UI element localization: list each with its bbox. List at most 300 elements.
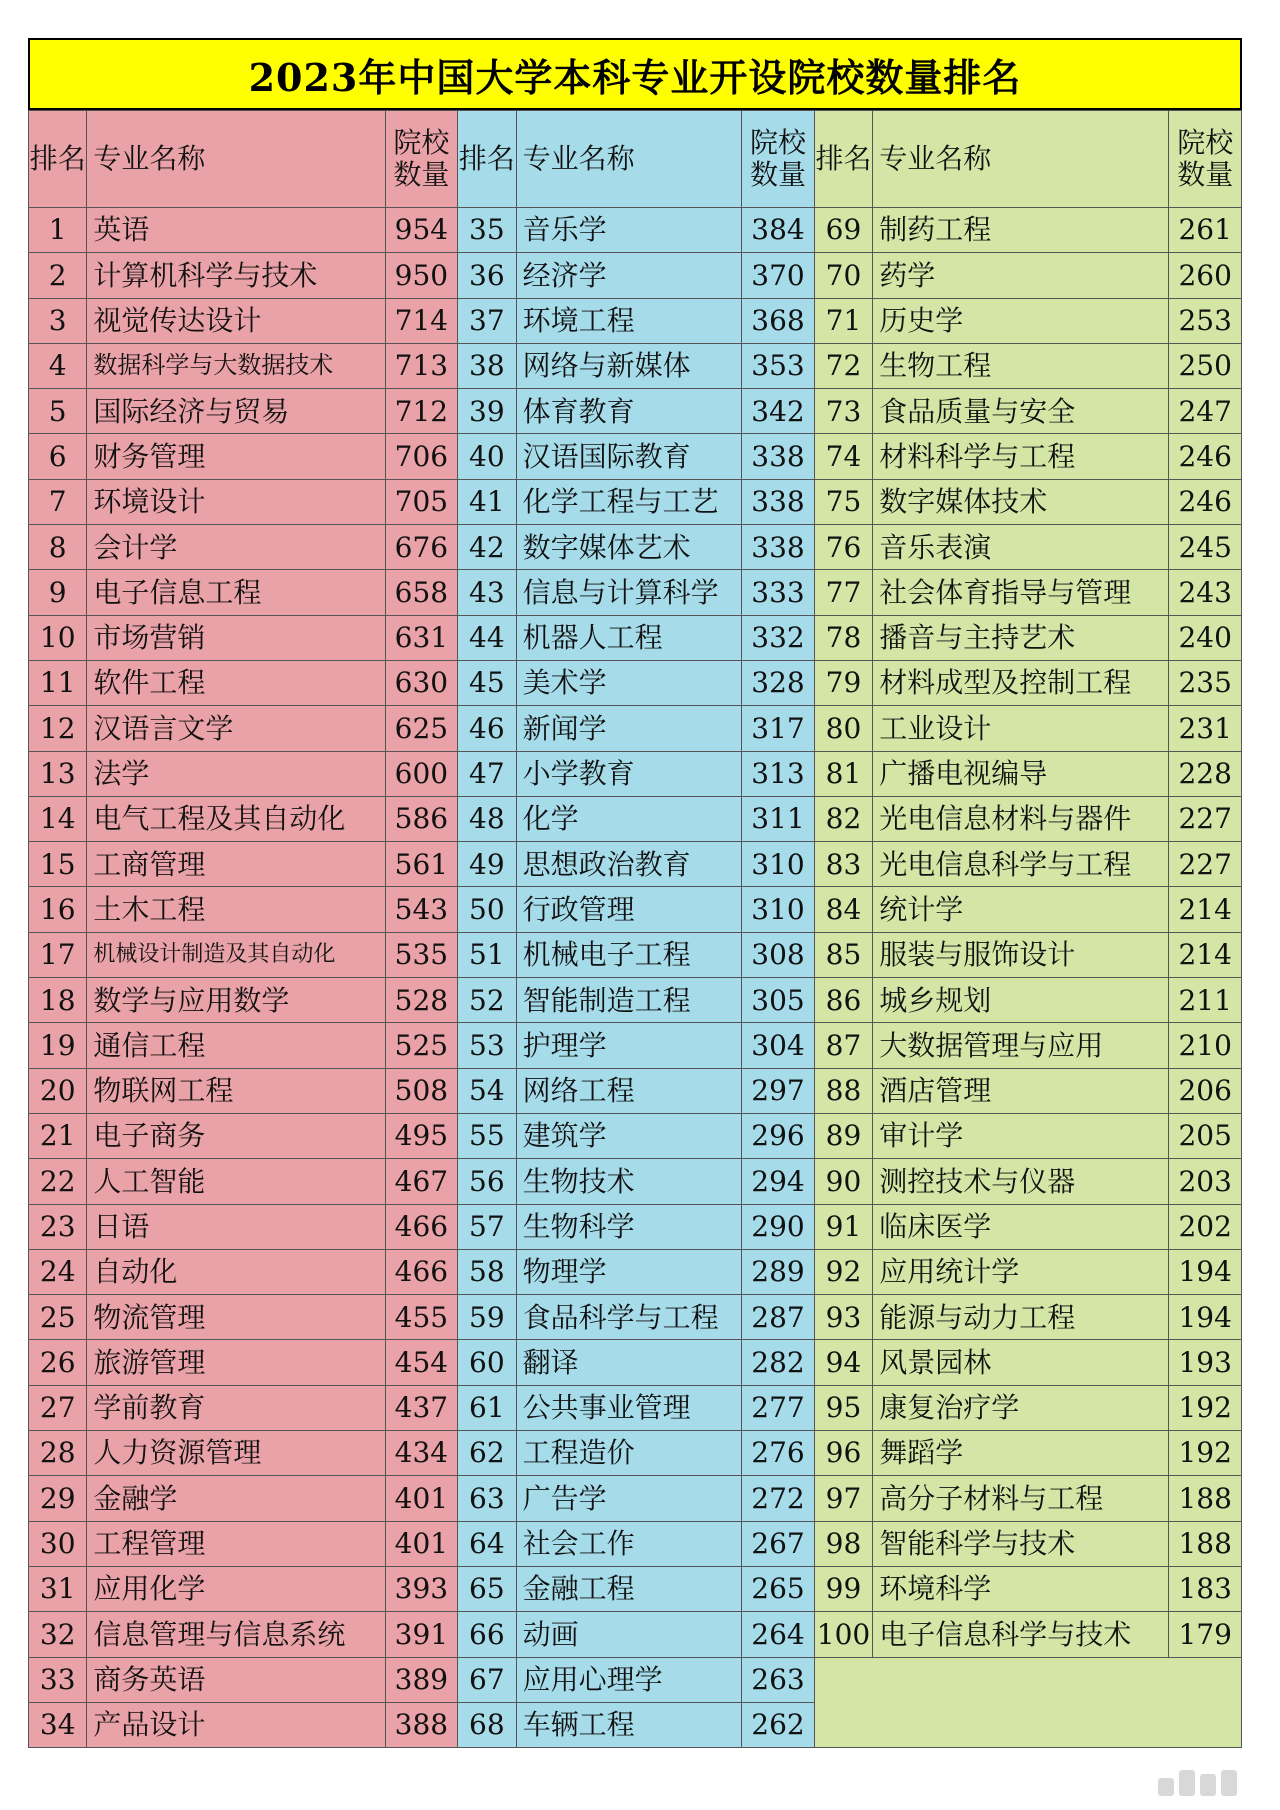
count-cell: 466 bbox=[385, 1249, 458, 1294]
count-header-line1: 院校 bbox=[750, 125, 807, 159]
count-cell: 535 bbox=[385, 932, 458, 977]
major-cell: 市场营销 bbox=[87, 615, 385, 660]
table-row bbox=[29, 479, 1242, 524]
major-cell: 机械设计制造及其自动化 bbox=[87, 932, 385, 977]
major-cell: 应用化学 bbox=[87, 1566, 385, 1611]
count-cell: 705 bbox=[385, 479, 458, 524]
rank-cell: 29 bbox=[29, 1476, 87, 1521]
count-cell: 183 bbox=[1169, 1566, 1242, 1611]
count-cell: 263 bbox=[742, 1657, 815, 1702]
rank-cell: 50 bbox=[458, 887, 516, 932]
rank-cell: 14 bbox=[29, 796, 87, 841]
table-row bbox=[29, 1068, 1242, 1113]
table-row bbox=[29, 298, 1242, 343]
table-row bbox=[29, 253, 1242, 298]
major-cell: 社会体育指导与管理 bbox=[873, 570, 1169, 615]
count-cell: 188 bbox=[1169, 1521, 1242, 1566]
count-cell: 277 bbox=[742, 1385, 815, 1430]
count-cell: 203 bbox=[1169, 1159, 1242, 1204]
rank-cell: 43 bbox=[458, 570, 516, 615]
major-cell: 能源与动力工程 bbox=[873, 1295, 1169, 1340]
table-row bbox=[29, 615, 1242, 660]
major-header: 专业名称 bbox=[873, 111, 1169, 208]
count-cell: 353 bbox=[742, 343, 815, 388]
major-cell: 公共事业管理 bbox=[516, 1385, 742, 1430]
rank-cell: 9 bbox=[29, 570, 87, 615]
rank-cell: 76 bbox=[814, 525, 872, 570]
count-cell: 543 bbox=[385, 887, 458, 932]
major-cell: 视觉传达设计 bbox=[87, 298, 385, 343]
count-cell: 193 bbox=[1169, 1340, 1242, 1385]
table-row bbox=[29, 978, 1242, 1023]
rank-cell: 39 bbox=[458, 389, 516, 434]
count-cell: 253 bbox=[1169, 298, 1242, 343]
count-cell: 954 bbox=[385, 208, 458, 253]
major-cell: 环境设计 bbox=[87, 479, 385, 524]
major-cell: 会计学 bbox=[87, 525, 385, 570]
rank-cell: 4 bbox=[29, 343, 87, 388]
major-cell: 物联网工程 bbox=[87, 1068, 385, 1113]
rank-cell: 16 bbox=[29, 887, 87, 932]
rank-cell: 30 bbox=[29, 1521, 87, 1566]
rank-cell: 86 bbox=[814, 978, 872, 1023]
table-row bbox=[29, 932, 1242, 977]
rank-cell: 64 bbox=[458, 1521, 516, 1566]
rank-cell: 25 bbox=[29, 1295, 87, 1340]
major-cell: 土木工程 bbox=[87, 887, 385, 932]
rank-header: 排名 bbox=[814, 111, 872, 208]
major-cell: 数字媒体技术 bbox=[873, 479, 1169, 524]
rank-cell: 83 bbox=[814, 842, 872, 887]
rank-cell: 36 bbox=[458, 253, 516, 298]
rank-cell: 1 bbox=[29, 208, 87, 253]
major-cell: 财务管理 bbox=[87, 434, 385, 479]
rank-cell: 45 bbox=[458, 660, 516, 705]
count-cell: 466 bbox=[385, 1204, 458, 1249]
rank-cell: 69 bbox=[814, 208, 872, 253]
count-cell: 437 bbox=[385, 1385, 458, 1430]
table-row bbox=[29, 1295, 1242, 1340]
count-cell: 294 bbox=[742, 1159, 815, 1204]
rank-cell: 49 bbox=[458, 842, 516, 887]
count-header-line1: 院校 bbox=[1177, 125, 1234, 159]
count-cell: 214 bbox=[1169, 887, 1242, 932]
major-cell: 城乡规划 bbox=[873, 978, 1169, 1023]
count-cell: 228 bbox=[1169, 751, 1242, 796]
table-row bbox=[29, 1612, 1242, 1657]
major-cell: 思想政治教育 bbox=[516, 842, 742, 887]
count-cell: 508 bbox=[385, 1068, 458, 1113]
rank-cell: 55 bbox=[458, 1113, 516, 1158]
count-cell: 227 bbox=[1169, 842, 1242, 887]
rank-cell: 98 bbox=[814, 1521, 872, 1566]
major-cell: 机器人工程 bbox=[516, 615, 742, 660]
count-cell: 676 bbox=[385, 525, 458, 570]
rank-cell: 21 bbox=[29, 1113, 87, 1158]
rank-cell: 70 bbox=[814, 253, 872, 298]
major-cell: 智能科学与技术 bbox=[873, 1521, 1169, 1566]
major-cell: 环境科学 bbox=[873, 1566, 1169, 1611]
count-cell: 211 bbox=[1169, 978, 1242, 1023]
rank-cell: 28 bbox=[29, 1431, 87, 1476]
rank-cell: 56 bbox=[458, 1159, 516, 1204]
major-cell: 人力资源管理 bbox=[87, 1431, 385, 1476]
major-cell: 护理学 bbox=[516, 1023, 742, 1068]
count-cell: 245 bbox=[1169, 525, 1242, 570]
count-cell: 454 bbox=[385, 1340, 458, 1385]
major-cell: 音乐表演 bbox=[873, 525, 1169, 570]
major-cell: 英语 bbox=[87, 208, 385, 253]
major-cell: 金融学 bbox=[87, 1476, 385, 1521]
count-cell: 192 bbox=[1169, 1431, 1242, 1476]
count-cell: 246 bbox=[1169, 434, 1242, 479]
major-cell: 历史学 bbox=[873, 298, 1169, 343]
count-cell: 388 bbox=[385, 1702, 458, 1747]
major-cell: 服装与服饰设计 bbox=[873, 932, 1169, 977]
count-cell: 305 bbox=[742, 978, 815, 1023]
major-cell: 材料成型及控制工程 bbox=[873, 660, 1169, 705]
count-cell: 561 bbox=[385, 842, 458, 887]
major-cell: 工程造价 bbox=[516, 1431, 742, 1476]
count-cell: 308 bbox=[742, 932, 815, 977]
rank-cell: 77 bbox=[814, 570, 872, 615]
count-header-line1: 院校 bbox=[393, 125, 450, 159]
rank-cell: 34 bbox=[29, 1702, 87, 1747]
count-cell: 630 bbox=[385, 660, 458, 705]
count-cell: 391 bbox=[385, 1612, 458, 1657]
table-row bbox=[29, 208, 1242, 253]
major-header: 专业名称 bbox=[516, 111, 742, 208]
table-row bbox=[29, 1113, 1242, 1158]
rank-cell: 68 bbox=[458, 1702, 516, 1747]
count-cell: 310 bbox=[742, 842, 815, 887]
major-cell: 计算机科学与技术 bbox=[87, 253, 385, 298]
major-cell: 金融工程 bbox=[516, 1566, 742, 1611]
count-cell: 246 bbox=[1169, 479, 1242, 524]
major-cell: 汉语国际教育 bbox=[516, 434, 742, 479]
rank-cell: 35 bbox=[458, 208, 516, 253]
count-cell: 289 bbox=[742, 1249, 815, 1294]
table-row bbox=[29, 389, 1242, 434]
table-row bbox=[29, 1385, 1242, 1430]
major-cell: 电子信息工程 bbox=[87, 570, 385, 615]
rank-cell: 96 bbox=[814, 1431, 872, 1476]
count-cell: 192 bbox=[1169, 1385, 1242, 1430]
rank-cell: 60 bbox=[458, 1340, 516, 1385]
count-cell: 261 bbox=[1169, 208, 1242, 253]
rank-cell: 94 bbox=[814, 1340, 872, 1385]
rank-cell: 44 bbox=[458, 615, 516, 660]
count-cell: 712 bbox=[385, 389, 458, 434]
count-cell: 264 bbox=[742, 1612, 815, 1657]
count-cell: 658 bbox=[385, 570, 458, 615]
count-cell: 296 bbox=[742, 1113, 815, 1158]
major-cell: 食品质量与安全 bbox=[873, 389, 1169, 434]
table-row bbox=[29, 751, 1242, 796]
rank-cell: 23 bbox=[29, 1204, 87, 1249]
table-row bbox=[29, 796, 1242, 841]
major-cell: 翻译 bbox=[516, 1340, 742, 1385]
major-cell: 信息与计算科学 bbox=[516, 570, 742, 615]
count-cell: 297 bbox=[742, 1068, 815, 1113]
major-cell: 生物技术 bbox=[516, 1159, 742, 1204]
rank-cell: 80 bbox=[814, 706, 872, 751]
rank-cell: 18 bbox=[29, 978, 87, 1023]
major-cell: 小学教育 bbox=[516, 751, 742, 796]
table-row bbox=[29, 1023, 1242, 1068]
major-cell: 大数据管理与应用 bbox=[873, 1023, 1169, 1068]
major-cell: 车辆工程 bbox=[516, 1702, 742, 1747]
rank-cell: 97 bbox=[814, 1476, 872, 1521]
major-cell: 机械电子工程 bbox=[516, 932, 742, 977]
ranking-sheet bbox=[28, 38, 1242, 1748]
count-cell: 401 bbox=[385, 1521, 458, 1566]
rank-cell: 87 bbox=[814, 1023, 872, 1068]
rank-cell: 61 bbox=[458, 1385, 516, 1430]
rank-cell: 27 bbox=[29, 1385, 87, 1430]
rank-cell: 52 bbox=[458, 978, 516, 1023]
major-cell: 旅游管理 bbox=[87, 1340, 385, 1385]
count-cell: 455 bbox=[385, 1295, 458, 1340]
count-cell: 384 bbox=[742, 208, 815, 253]
count-cell: 205 bbox=[1169, 1113, 1242, 1158]
rank-cell: 12 bbox=[29, 706, 87, 751]
rank-cell: 99 bbox=[814, 1566, 872, 1611]
major-cell: 商务英语 bbox=[87, 1657, 385, 1702]
count-cell: 260 bbox=[1169, 253, 1242, 298]
count-cell: 250 bbox=[1169, 343, 1242, 388]
major-cell: 化学 bbox=[516, 796, 742, 841]
table-row bbox=[29, 660, 1242, 705]
count-cell: 214 bbox=[1169, 932, 1242, 977]
watermark-icon bbox=[1158, 1770, 1244, 1796]
count-header bbox=[385, 111, 458, 208]
table-row bbox=[29, 842, 1242, 887]
major-cell: 播音与主持艺术 bbox=[873, 615, 1169, 660]
rank-cell: 47 bbox=[458, 751, 516, 796]
rank-cell: 51 bbox=[458, 932, 516, 977]
rank-cell: 24 bbox=[29, 1249, 87, 1294]
major-cell: 化学工程与工艺 bbox=[516, 479, 742, 524]
rank-cell: 74 bbox=[814, 434, 872, 479]
rank-cell: 13 bbox=[29, 751, 87, 796]
count-cell: 243 bbox=[1169, 570, 1242, 615]
rank-cell: 53 bbox=[458, 1023, 516, 1068]
count-cell: 290 bbox=[742, 1204, 815, 1249]
major-cell: 自动化 bbox=[87, 1249, 385, 1294]
rank-cell: 32 bbox=[29, 1612, 87, 1657]
major-cell: 风景园林 bbox=[873, 1340, 1169, 1385]
major-cell: 应用统计学 bbox=[873, 1249, 1169, 1294]
count-cell: 342 bbox=[742, 389, 815, 434]
count-cell: 434 bbox=[385, 1431, 458, 1476]
major-cell: 人工智能 bbox=[87, 1159, 385, 1204]
page-title: 2023年中国大学本科专业开设院校数量排名 bbox=[28, 38, 1242, 110]
count-header-line2: 数量 bbox=[750, 158, 807, 191]
major-cell: 临床医学 bbox=[873, 1204, 1169, 1249]
count-cell: 600 bbox=[385, 751, 458, 796]
major-cell: 测控技术与仪器 bbox=[873, 1159, 1169, 1204]
empty-cell bbox=[814, 1657, 1241, 1748]
count-cell: 194 bbox=[1169, 1295, 1242, 1340]
count-cell: 332 bbox=[742, 615, 815, 660]
count-cell: 333 bbox=[742, 570, 815, 615]
rank-cell: 95 bbox=[814, 1385, 872, 1430]
count-cell: 706 bbox=[385, 434, 458, 479]
count-cell: 393 bbox=[385, 1566, 458, 1611]
rank-cell: 20 bbox=[29, 1068, 87, 1113]
count-cell: 206 bbox=[1169, 1068, 1242, 1113]
major-cell: 数据科学与大数据技术 bbox=[87, 343, 385, 388]
rank-cell: 67 bbox=[458, 1657, 516, 1702]
major-cell: 物流管理 bbox=[87, 1295, 385, 1340]
major-cell: 康复治疗学 bbox=[873, 1385, 1169, 1430]
major-cell: 高分子材料与工程 bbox=[873, 1476, 1169, 1521]
major-cell: 光电信息材料与器件 bbox=[873, 796, 1169, 841]
major-cell: 学前教育 bbox=[87, 1385, 385, 1430]
rank-cell: 90 bbox=[814, 1159, 872, 1204]
major-cell: 制药工程 bbox=[873, 208, 1169, 253]
rank-cell: 48 bbox=[458, 796, 516, 841]
table-row bbox=[29, 1521, 1242, 1566]
rank-cell: 59 bbox=[458, 1295, 516, 1340]
rank-cell: 81 bbox=[814, 751, 872, 796]
rank-cell: 11 bbox=[29, 660, 87, 705]
count-cell: 311 bbox=[742, 796, 815, 841]
rank-header: 排名 bbox=[458, 111, 516, 208]
rank-cell: 84 bbox=[814, 887, 872, 932]
table-row bbox=[29, 525, 1242, 570]
count-cell: 240 bbox=[1169, 615, 1242, 660]
major-cell: 产品设计 bbox=[87, 1702, 385, 1747]
major-cell: 数字媒体艺术 bbox=[516, 525, 742, 570]
rank-cell: 26 bbox=[29, 1340, 87, 1385]
table-row bbox=[29, 343, 1242, 388]
count-cell: 313 bbox=[742, 751, 815, 796]
count-header bbox=[742, 111, 815, 208]
table-row bbox=[29, 434, 1242, 479]
count-cell: 310 bbox=[742, 887, 815, 932]
major-cell: 美术学 bbox=[516, 660, 742, 705]
count-cell: 370 bbox=[742, 253, 815, 298]
count-header-line2: 数量 bbox=[1177, 158, 1234, 191]
count-cell: 495 bbox=[385, 1113, 458, 1158]
major-cell: 软件工程 bbox=[87, 660, 385, 705]
rank-cell: 73 bbox=[814, 389, 872, 434]
rank-cell: 31 bbox=[29, 1566, 87, 1611]
rank-cell: 93 bbox=[814, 1295, 872, 1340]
major-cell: 材料科学与工程 bbox=[873, 434, 1169, 479]
count-cell: 950 bbox=[385, 253, 458, 298]
rank-cell: 42 bbox=[458, 525, 516, 570]
count-cell: 235 bbox=[1169, 660, 1242, 705]
count-cell: 276 bbox=[742, 1431, 815, 1476]
table-row bbox=[29, 1657, 1242, 1702]
rank-cell: 82 bbox=[814, 796, 872, 841]
count-cell: 304 bbox=[742, 1023, 815, 1068]
major-cell: 生物科学 bbox=[516, 1204, 742, 1249]
count-cell: 625 bbox=[385, 706, 458, 751]
table-row bbox=[29, 1566, 1242, 1611]
major-cell: 新闻学 bbox=[516, 706, 742, 751]
count-cell: 368 bbox=[742, 298, 815, 343]
rank-cell: 3 bbox=[29, 298, 87, 343]
table-row bbox=[29, 1159, 1242, 1204]
major-cell: 动画 bbox=[516, 1612, 742, 1657]
rank-cell: 100 bbox=[814, 1612, 872, 1657]
rank-cell: 63 bbox=[458, 1476, 516, 1521]
rank-cell: 72 bbox=[814, 343, 872, 388]
count-cell: 265 bbox=[742, 1566, 815, 1611]
count-cell: 317 bbox=[742, 706, 815, 751]
table-row bbox=[29, 887, 1242, 932]
count-cell: 227 bbox=[1169, 796, 1242, 841]
count-cell: 586 bbox=[385, 796, 458, 841]
rank-cell: 33 bbox=[29, 1657, 87, 1702]
count-cell: 714 bbox=[385, 298, 458, 343]
major-cell: 社会工作 bbox=[516, 1521, 742, 1566]
count-cell: 467 bbox=[385, 1159, 458, 1204]
table-row bbox=[29, 1340, 1242, 1385]
rank-cell: 17 bbox=[29, 932, 87, 977]
rank-cell: 62 bbox=[458, 1431, 516, 1476]
major-cell: 药学 bbox=[873, 253, 1169, 298]
rank-cell: 88 bbox=[814, 1068, 872, 1113]
rank-cell: 7 bbox=[29, 479, 87, 524]
major-cell: 应用心理学 bbox=[516, 1657, 742, 1702]
count-cell: 272 bbox=[742, 1476, 815, 1521]
major-cell: 光电信息科学与工程 bbox=[873, 842, 1169, 887]
major-cell: 统计学 bbox=[873, 887, 1169, 932]
rank-cell: 57 bbox=[458, 1204, 516, 1249]
major-cell: 物理学 bbox=[516, 1249, 742, 1294]
major-cell: 日语 bbox=[87, 1204, 385, 1249]
rank-cell: 79 bbox=[814, 660, 872, 705]
major-cell: 电子信息科学与技术 bbox=[873, 1612, 1169, 1657]
count-cell: 631 bbox=[385, 615, 458, 660]
major-cell: 舞蹈学 bbox=[873, 1431, 1169, 1476]
major-cell: 信息管理与信息系统 bbox=[87, 1612, 385, 1657]
count-cell: 202 bbox=[1169, 1204, 1242, 1249]
major-cell: 环境工程 bbox=[516, 298, 742, 343]
rank-cell: 46 bbox=[458, 706, 516, 751]
count-cell: 188 bbox=[1169, 1476, 1242, 1521]
table-row bbox=[29, 1249, 1242, 1294]
rank-cell: 54 bbox=[458, 1068, 516, 1113]
major-cell: 生物工程 bbox=[873, 343, 1169, 388]
major-cell: 法学 bbox=[87, 751, 385, 796]
table-row bbox=[29, 706, 1242, 751]
table-row bbox=[29, 1204, 1242, 1249]
rank-cell: 91 bbox=[814, 1204, 872, 1249]
rank-cell: 6 bbox=[29, 434, 87, 479]
major-cell: 数学与应用数学 bbox=[87, 978, 385, 1023]
count-cell: 267 bbox=[742, 1521, 815, 1566]
major-cell: 广告学 bbox=[516, 1476, 742, 1521]
major-cell: 行政管理 bbox=[516, 887, 742, 932]
major-cell: 网络与新媒体 bbox=[516, 343, 742, 388]
count-cell: 338 bbox=[742, 525, 815, 570]
count-cell: 210 bbox=[1169, 1023, 1242, 1068]
rank-cell: 58 bbox=[458, 1249, 516, 1294]
rank-cell: 38 bbox=[458, 343, 516, 388]
rank-cell: 8 bbox=[29, 525, 87, 570]
table-row bbox=[29, 570, 1242, 615]
count-cell: 282 bbox=[742, 1340, 815, 1385]
table-header-row bbox=[29, 111, 1242, 208]
rank-cell: 15 bbox=[29, 842, 87, 887]
count-cell: 338 bbox=[742, 434, 815, 479]
